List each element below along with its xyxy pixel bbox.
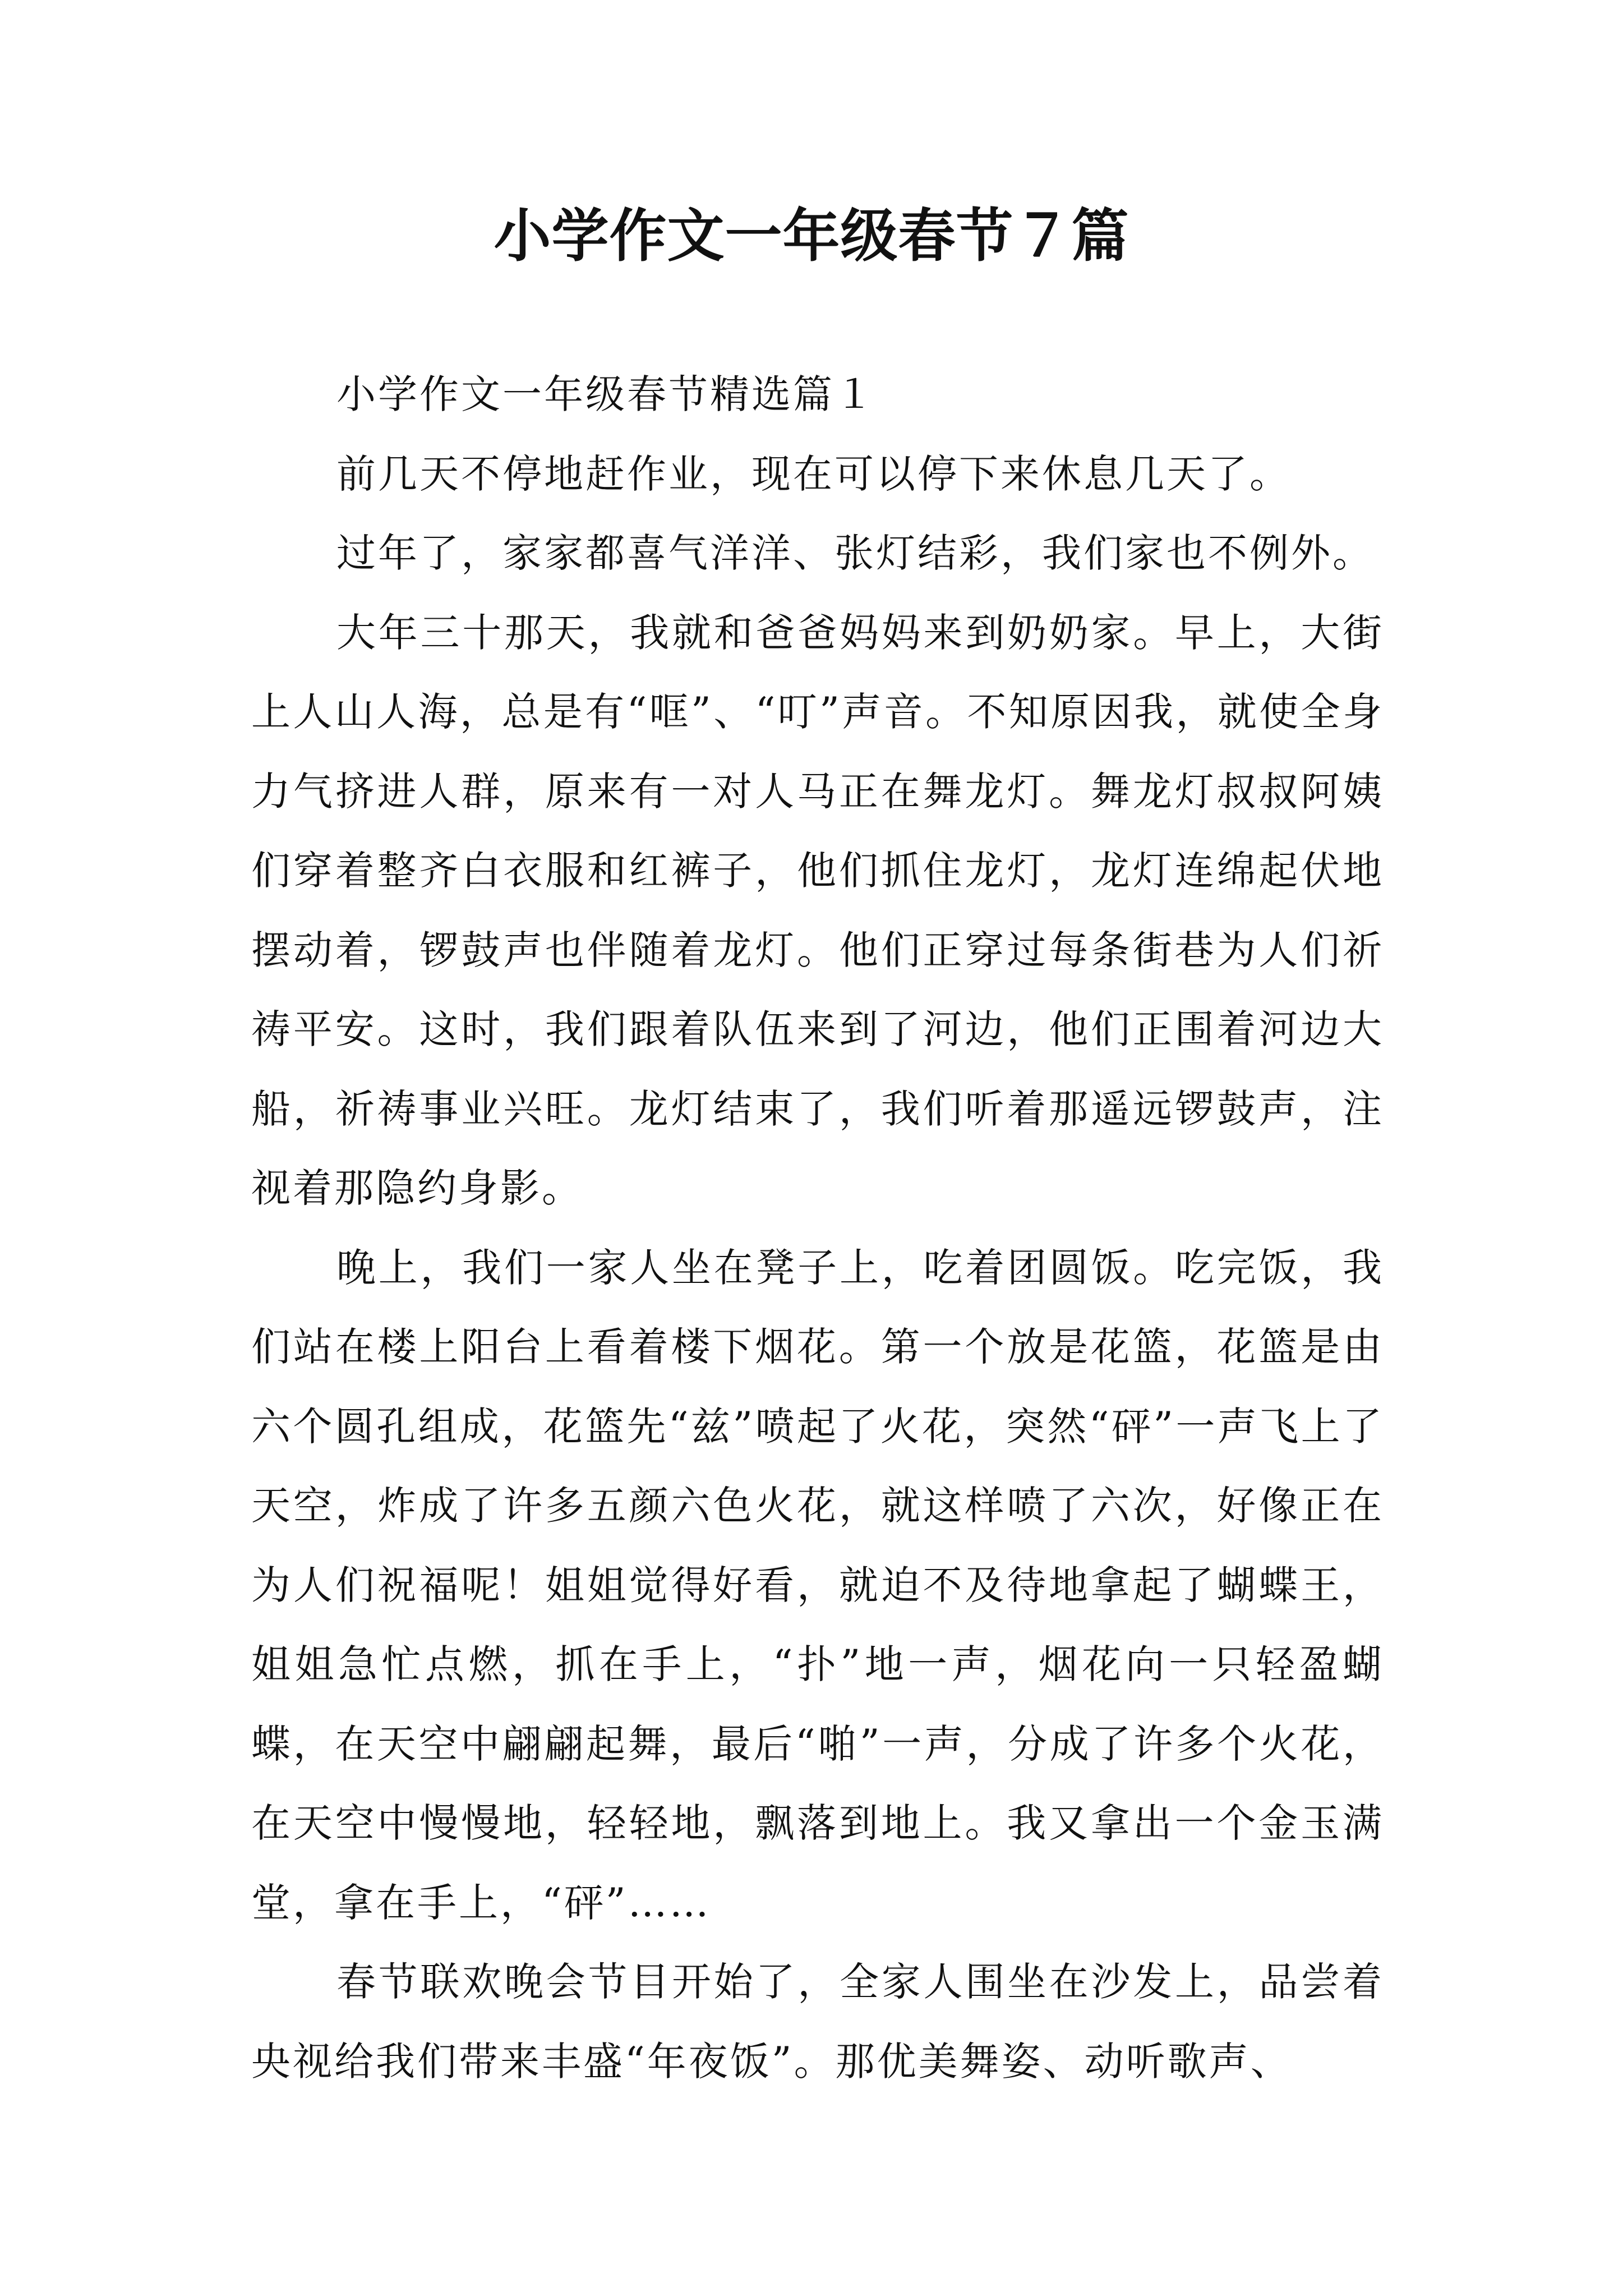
paragraph: 春节联欢晚会节目开始了，全家人围坐在沙发上，品尝着央视给我们带来丰盛“年夜饭”。那优美舞姿、动听歌声、 [251,1959,1384,2085]
paragraph: 大年三十那天，我就和爸爸妈妈来到奶奶家。早上，大街上人山人海，总是有“哐”、“叮”声音。不知原因我，就使全身力气挤进人群，原来有一对人马正在舞龙灯。舞龙灯叔叔阿姨们穿着整齐白衣服和红裤子，他们抓住龙灯，龙灯连绵起伏地摆动着，锣鼓声也伴随着龙灯。他们正穿过每条街巷为人们祈祷平安。这时，我们跟着队伍来到了河边，他们正围着河边大船，祈祷事业兴旺。龙灯结束了，我们听着那遥远锣鼓声，注视着那隐约身影。 [251,609,1384,1211]
document-body [251,355,1384,2101]
paragraph: 前几天不停地赶作业，现在可以停下来休息几天了。 [336,450,1291,497]
paragraph: 过年了，家家都喜气洋洋、张灯结彩，我们家也不例外。 [336,530,1374,576]
document-title: 小学作文一年级春节７篇 [494,203,1129,270]
paragraph: 晚上，我们一家人坐在凳子上，吃着团圆饭。吃完饭，我们站在楼上阳台上看着楼下烟花。第一个放是花篮，花篮是由六个圆孔组成，花篮先“兹”喷起了火花，突然“砰”一声飞上了天空，炸成了许多五颜六色火花，就这样喷了六次，好像正在为人们祝福呢！姐姐觉得好看，就迫不及待地拿起了蝴蝶王，姐姐急忙点燃，抓在手上，“扑”地一声，烟花向一只轻盈蝴蝶，在天空中翩翩起舞，最后“啪”一声，分成了许多个火花，在天空中慢慢地，轻轻地，飘落到地上。我又拿出一个金玉满堂，拿在手上，“砰”…… [251,1244,1384,1926]
section-heading: 小学作文一年级春节精选篇１ [336,371,876,417]
